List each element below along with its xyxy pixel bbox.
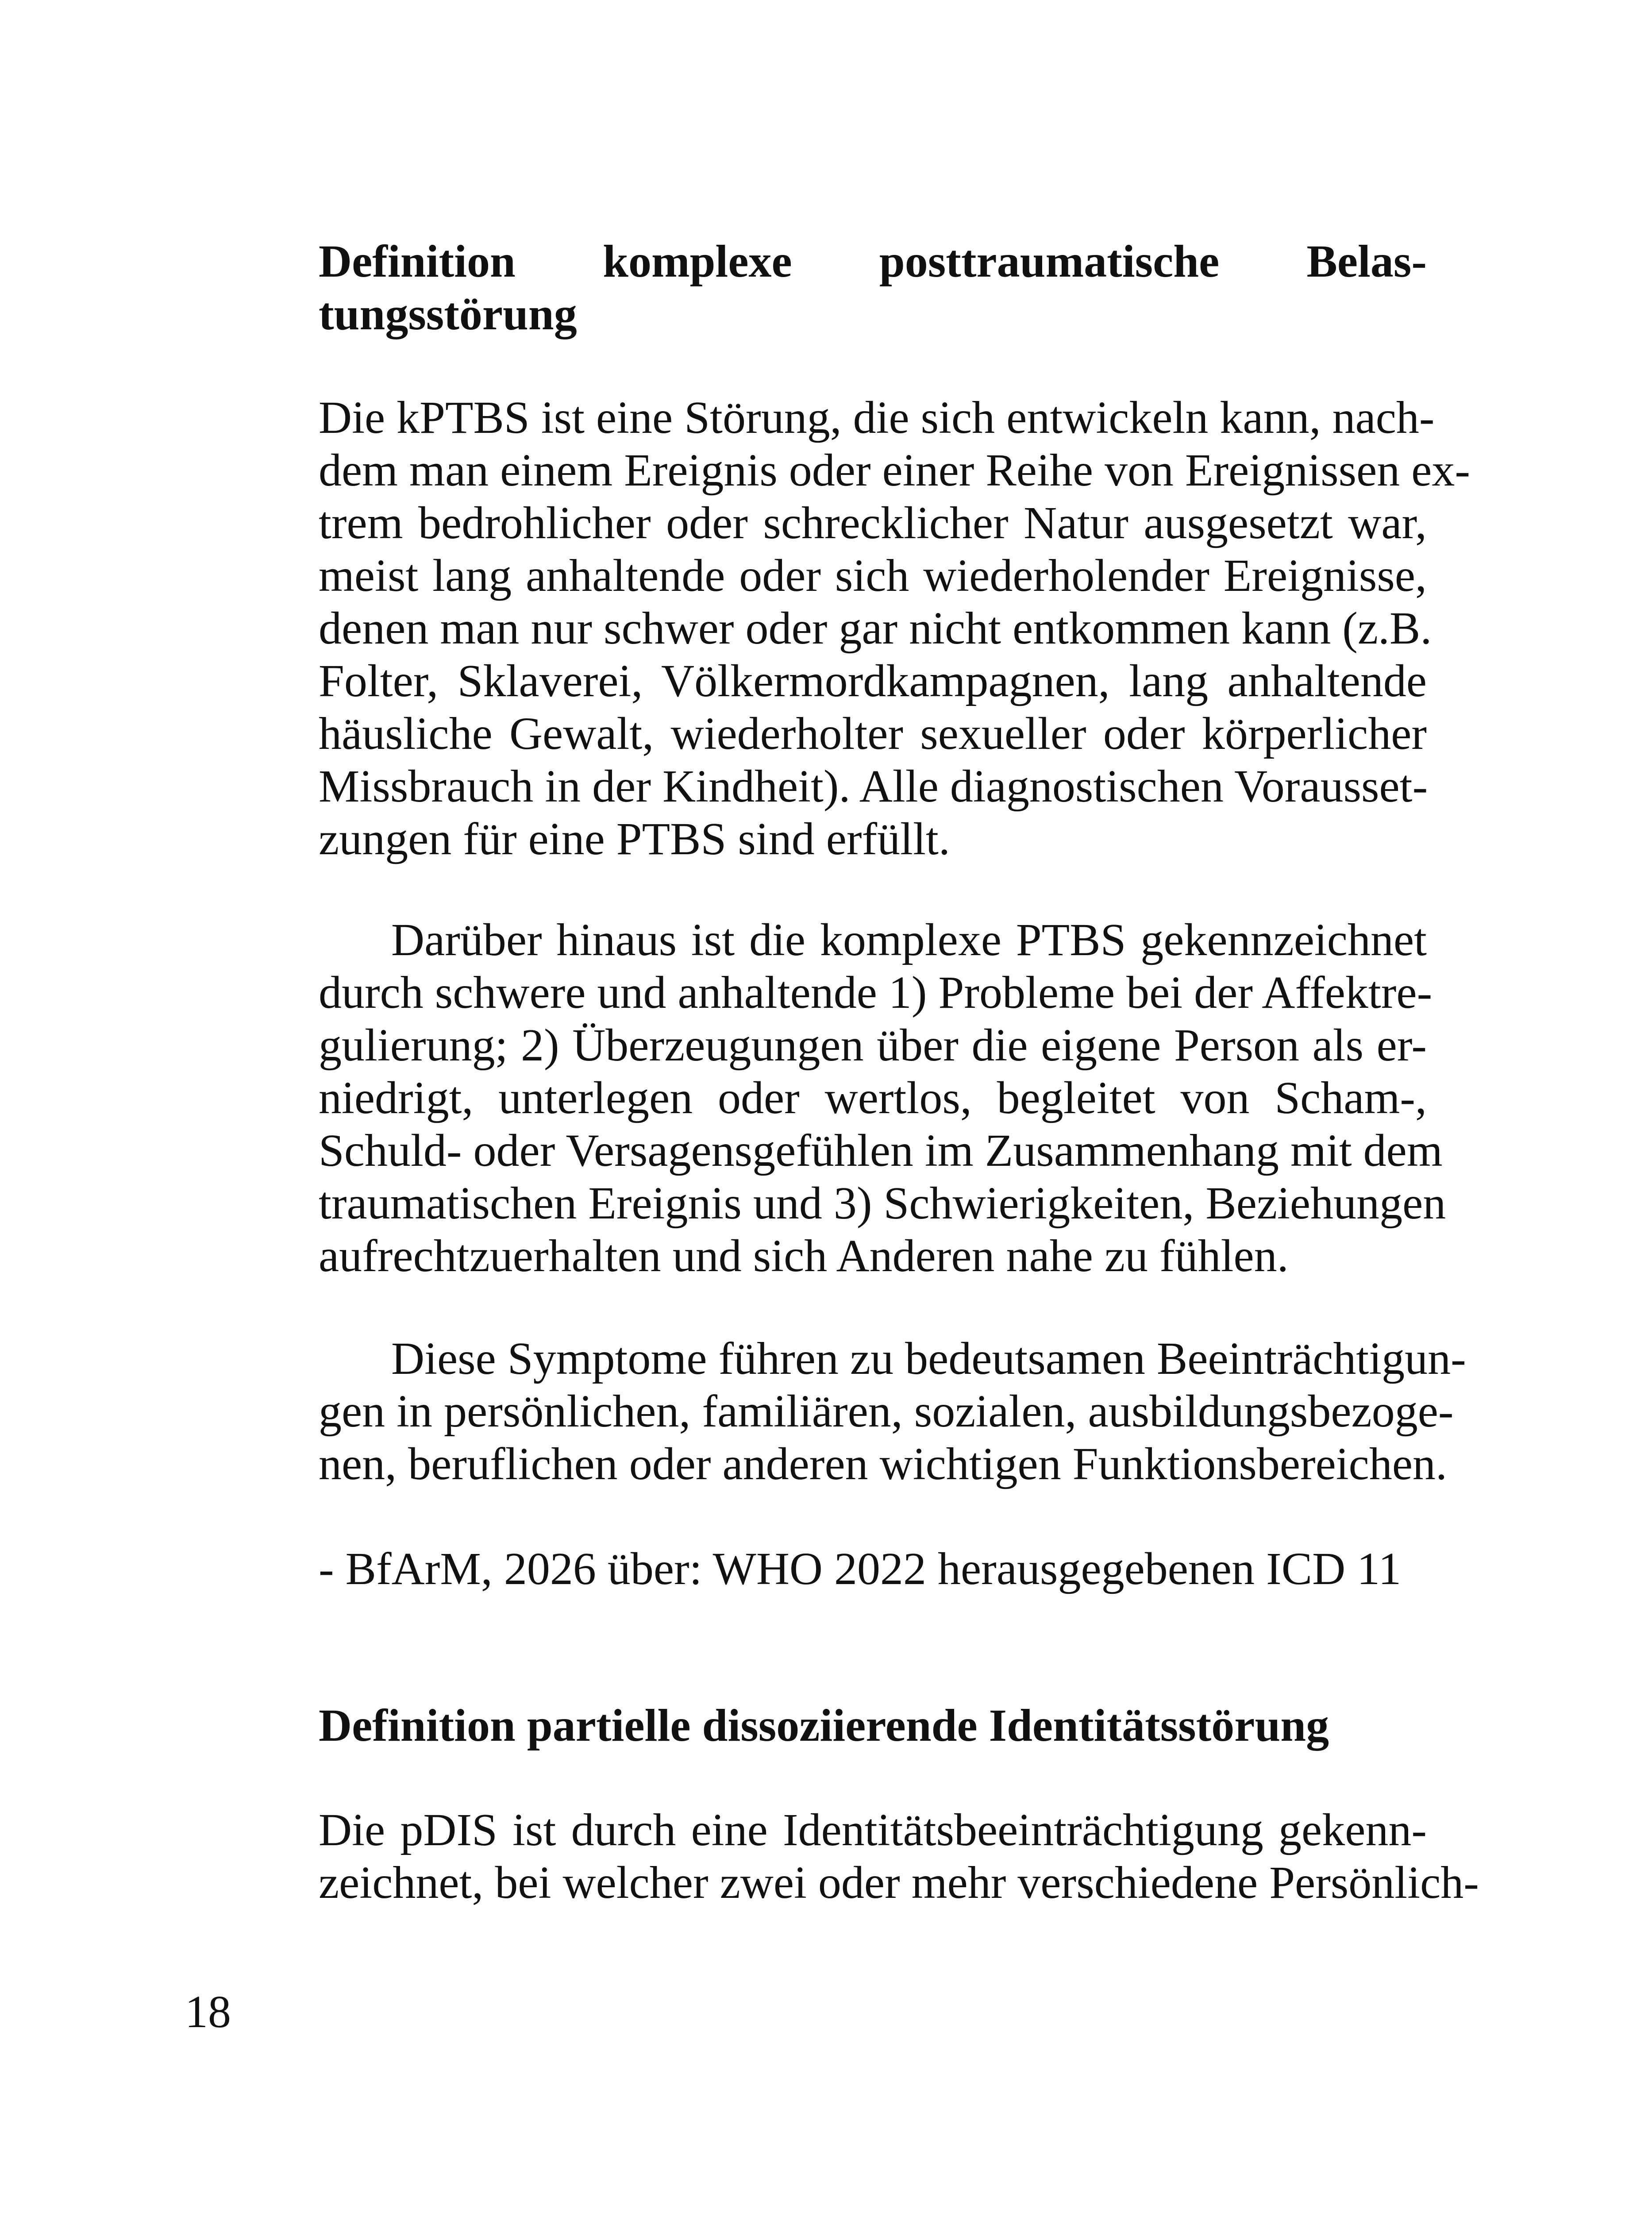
text-line: gulierung; 2) Überzeugungen über die eigene Person als er-: [319, 1020, 1427, 1071]
text-line: denen man nur schwer oder gar nicht entkommen kann (z.B.: [319, 603, 1432, 654]
text-line: zeichnet, bei welcher zwei oder mehr verschiedene Persönlich-: [319, 1857, 1479, 1908]
text-line: nen, beruflichen oder anderen wichtigen Funktionsbereichen.: [319, 1438, 1447, 1489]
section-heading-pdis: [319, 1699, 1427, 1752]
text-line: niedrigt, unterlegen oder wertlos, begleitet von Scham-,: [319, 1072, 1427, 1123]
heading-line: Definition komplexe posttraumatische Belas-: [319, 236, 1427, 287]
text-line: Die kPTBS ist eine Störung, die sich entwickeln kann, nach-: [319, 392, 1435, 443]
paragraph-kptbs-impairments: [319, 1332, 1466, 1490]
text-line: Folter, Sklaverei, Völkermordkampagnen, lang anhaltende: [319, 655, 1427, 706]
text-line: zungen für eine PTBS sind erfüllt.: [319, 813, 950, 864]
text-line: häusliche Gewalt, wiederholter sexueller oder körperlicher: [319, 708, 1427, 759]
paragraph-pdis-definition: [319, 1804, 1479, 1909]
paragraph-kptbs-definition: [319, 391, 1471, 865]
text-line: Die pDIS ist durch eine Identitätsbeeinträchtigung gekenn-: [319, 1804, 1427, 1855]
citation-text: - BfArM, 2026 über: WHO 2022 herausgegebenen ICD 11: [319, 1543, 1402, 1594]
text-line: Schuld- oder Versagensgefühlen im Zusammenhang mit dem: [319, 1125, 1443, 1176]
text-line: Darüber hinaus ist die komplexe PTBS gekennzeichnet: [391, 914, 1427, 965]
source-citation: [319, 1542, 1427, 1595]
page-number: 18: [185, 1986, 231, 2037]
text-line: gen in persönlichen, familiären, sozialen, ausbildungsbezoge-: [319, 1386, 1454, 1437]
text-line: durch schwere und anhaltende 1) Probleme bei der Affektre-: [319, 967, 1433, 1018]
text-line: dem man einem Ereignis oder einer Reihe von Ereignissen ex-: [319, 445, 1471, 496]
paragraph-kptbs-symptoms: [319, 914, 1446, 1282]
heading-line: Definition partielle dissoziierende Identitätsstörung: [319, 1700, 1329, 1751]
heading-line: tungsstörung: [319, 289, 577, 339]
section-heading-kptbs: [319, 235, 1427, 340]
text-line: Diese Symptome führen zu bedeutsamen Beeinträchtigun-: [391, 1333, 1466, 1384]
text-line: traumatischen Ereignis und 3) Schwierigkeiten, Beziehungen: [319, 1178, 1446, 1229]
text-line: aufrechtzuerhalten und sich Anderen nahe zu fühlen.: [319, 1230, 1289, 1281]
text-line: Missbrauch in der Kindheit). Alle diagnostischen Vorausset-: [319, 761, 1428, 812]
text-line: meist lang anhaltende oder sich wiederholender Ereignisse,: [319, 550, 1427, 601]
text-line: trem bedrohlicher oder schrecklicher Natur ausgesetzt war,: [319, 497, 1427, 548]
